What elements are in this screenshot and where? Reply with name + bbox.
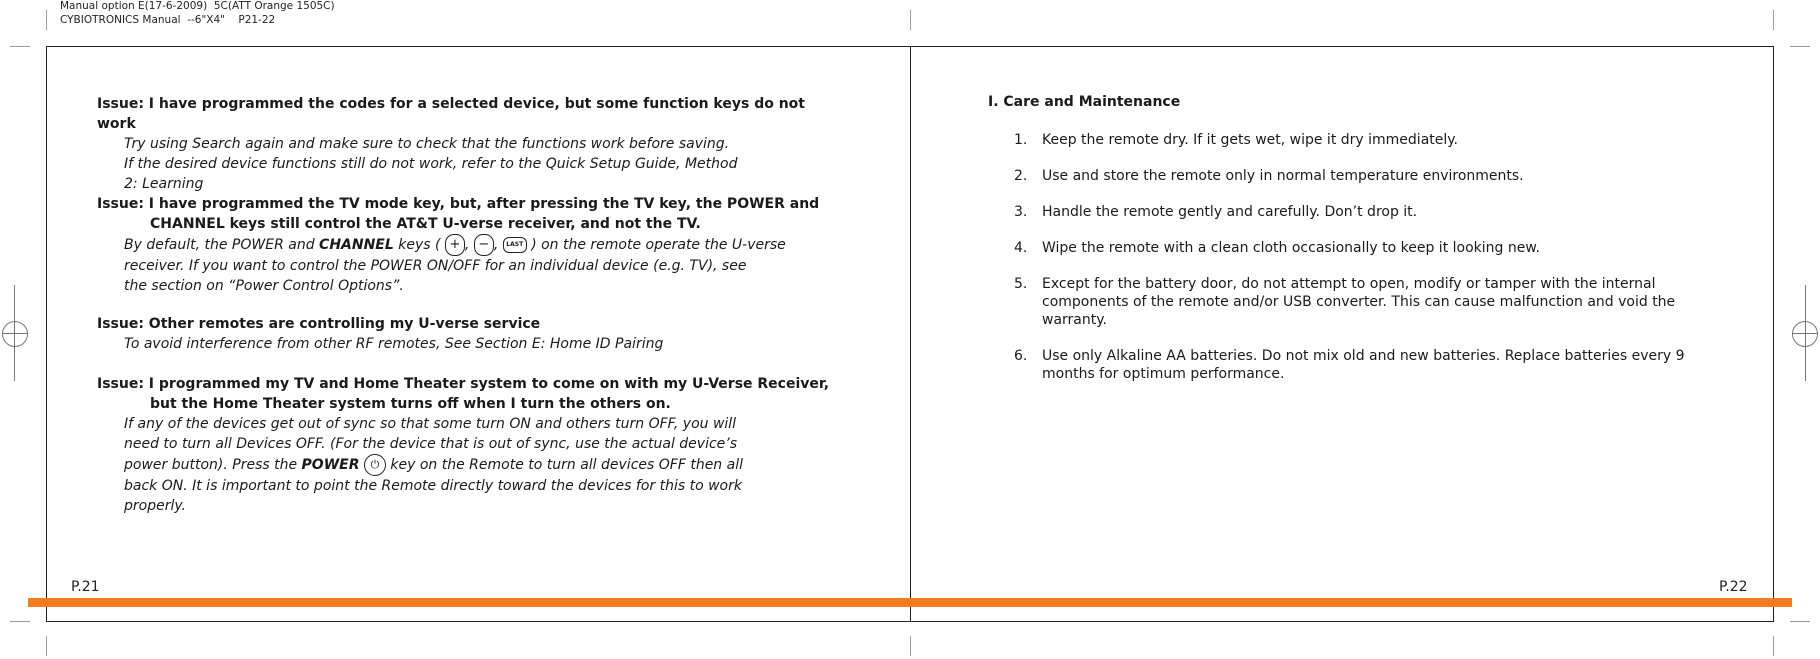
list-item-text: Use and store the remote only in normal temperature environments. <box>1042 168 1524 184</box>
issue-block <box>97 374 832 516</box>
power-key-icon: ⏻ <box>364 454 386 476</box>
crop-mark <box>1773 636 1774 656</box>
issue-heading-continued: CHANNEL keys still control the AT&T U-verse receiver, and not the TV. <box>150 216 701 232</box>
page-divider <box>910 46 911 622</box>
crop-mark <box>46 636 47 656</box>
page-number-right: P.22 <box>1719 579 1748 595</box>
issue-text-line: the section on “Power Control Options”. <box>124 278 404 294</box>
crop-mark <box>46 10 47 30</box>
registration-mark-icon <box>2 321 28 347</box>
issue-text-line: If the desired device functions still do not work, refer to the Quick Setup Guide, Method <box>124 156 738 172</box>
issue-text-line: properly. <box>124 498 187 514</box>
list-item-number: 1. <box>1014 132 1028 148</box>
issue-text-line <box>124 454 832 476</box>
print-header-line-2: CYBIOTRONICS Manual --6"X4" P21-22 <box>60 14 276 26</box>
accent-bar <box>28 598 1792 607</box>
list-item-number: 4. <box>1014 240 1028 256</box>
issue-block <box>97 194 832 296</box>
issue-text-line: 2: Learning <box>124 176 204 192</box>
issue-heading: Issue: Other remotes are controlling my U-verse service <box>97 316 541 332</box>
print-header-line-1: Manual option E(17-6-2009) 5C(ATT Orange 1505C) <box>60 0 335 12</box>
issue-text-line <box>124 234 832 256</box>
list-item <box>1014 275 1714 329</box>
issue-text-line: Try using Search again and make sure to check that the functions work before saving. <box>124 136 730 152</box>
issue-heading: Issue: I programmed my TV and Home Theater system to come on with my U-Verse Receiver, <box>97 376 830 392</box>
text-segment: keys ( <box>393 237 441 253</box>
issue-heading: Issue: I have programmed the TV mode key, but, after pressing the TV key, the POWER and <box>97 196 820 212</box>
power-keyword: POWER <box>301 457 360 473</box>
issue-heading: Issue: I have programmed the codes for a selected device, but some function keys do not work <box>97 96 805 132</box>
list-item-number: 6. <box>1014 348 1028 364</box>
issue-heading-continued: but the Home Theater system turns off when I turn the others on. <box>150 396 671 412</box>
issue-text-line: If any of the devices get out of sync so that some turn ON and others turn OFF, you will <box>124 416 737 432</box>
page-number-left: P.21 <box>71 579 100 595</box>
crop-mark <box>910 10 911 30</box>
crop-mark <box>1790 46 1810 47</box>
list-item-text: Wipe the remote with a clean cloth occasionally to keep it looking new. <box>1042 240 1540 256</box>
crop-mark <box>1790 621 1810 622</box>
channel-down-key-icon: − <box>474 234 494 256</box>
channel-up-key-icon: + <box>445 234 465 256</box>
list-item <box>1014 347 1714 383</box>
crop-mark <box>10 621 30 622</box>
text-segment: ) on the remote operate the U-verse <box>531 237 786 253</box>
list-item-text: Use only Alkaline AA batteries. Do not mix old and new batteries. Replace batteries every 9 months for optimum performance. <box>1042 348 1685 382</box>
separator: , <box>493 237 499 253</box>
channel-keyword: CHANNEL <box>319 237 394 253</box>
list-item-text: Keep the remote dry. If it gets wet, wipe it dry immediately. <box>1042 132 1459 148</box>
text-segment: power button). Press the <box>124 457 302 473</box>
text-segment: key on the Remote to turn all devices OFF then all <box>385 457 743 473</box>
text-segment: By default, the POWER and <box>124 237 320 253</box>
list-item-text: Handle the remote gently and carefully. Don’t drop it. <box>1042 204 1418 220</box>
list-item-number: 5. <box>1014 276 1028 292</box>
issue-text-line: need to turn all Devices OFF. (For the device that is out of sync, use the actual device’s <box>124 436 738 452</box>
crop-mark <box>1773 10 1774 30</box>
list-item <box>1014 239 1714 257</box>
list-item-text: Except for the battery door, do not attempt to open, modify or tamper with the internal components of the remote and/or USB converter. This can cause malfunction and void the warranty. <box>1042 276 1676 328</box>
list-item-number: 3. <box>1014 204 1028 220</box>
list-item-number: 2. <box>1014 168 1028 184</box>
separator: , <box>464 237 470 253</box>
crop-mark <box>10 46 30 47</box>
registration-mark-icon <box>1792 321 1818 347</box>
list-item <box>1014 131 1714 149</box>
section-title: I. Care and Maintenance <box>988 94 1181 110</box>
last-key-icon: LAST <box>503 237 527 253</box>
issue-text-line: receiver. If you want to control the POWER ON/OFF for an individual device (e.g. TV), see <box>124 258 747 274</box>
issue-block <box>97 94 832 194</box>
list-item <box>1014 167 1714 185</box>
crop-mark <box>910 636 911 656</box>
issue-block <box>97 314 832 354</box>
list-item <box>1014 203 1714 221</box>
issue-text-line: To avoid interference from other RF remotes, See Section E: Home ID Pairing <box>124 336 664 352</box>
issue-text-line: back ON. It is important to point the Remote directly toward the devices for this to work <box>124 478 742 494</box>
